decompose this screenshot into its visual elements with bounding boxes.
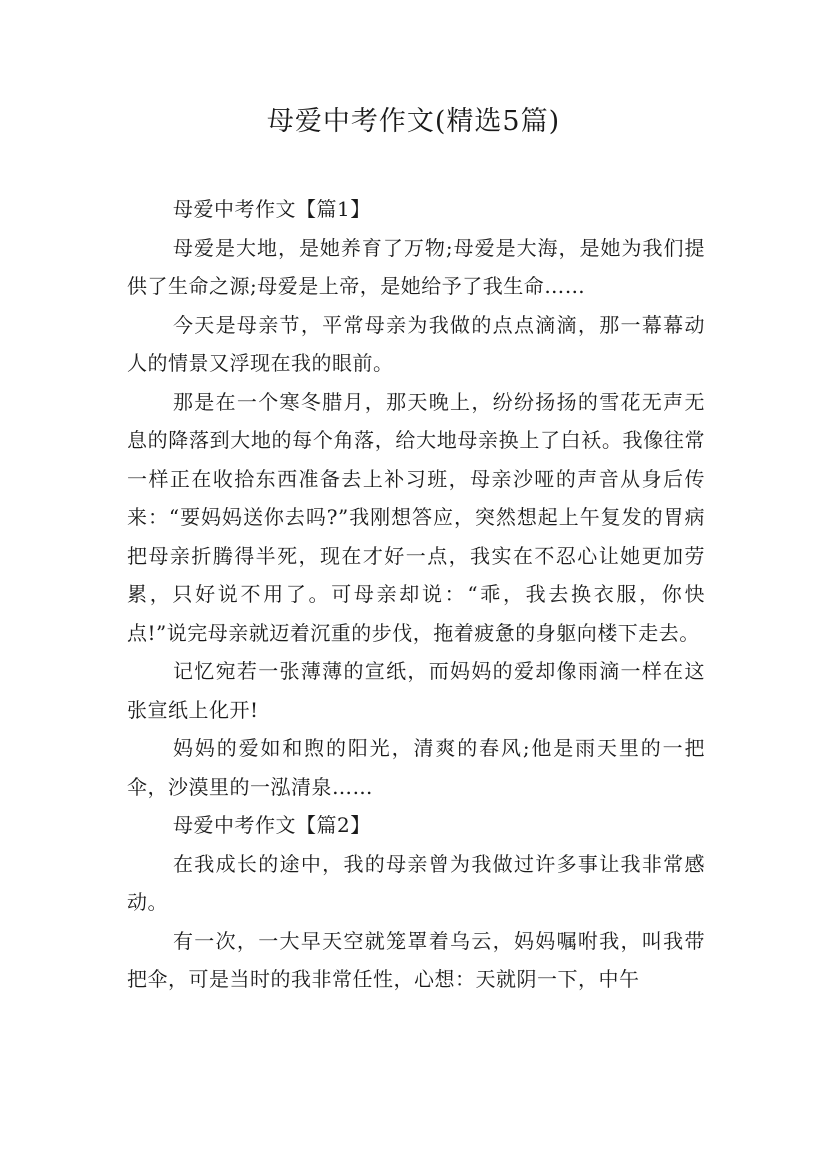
document-body (127, 190, 705, 999)
paragraph: 在我成长的途中，我的母亲曾为我做过许多事让我非常感动。 (127, 851, 705, 914)
document-title: 母爱中考作文(精选5篇) (266, 106, 561, 137)
paragraph: 记忆宛若一张薄薄的宣纸，而妈妈的爱却像雨滴一样在这张宣纸上化开! (127, 659, 705, 722)
paragraph: 母爱是大地，是她养育了万物;母爱是大海，是她为我们提供了生命之源;母爱是上帝，是她给予了我生命…… (127, 235, 705, 298)
paragraph: 那是在一个寒冬腊月，那天晚上，纷纷扬扬的雪花无声无息的降落到大地的每个角落，给大地母亲换上了白袄。我像往常一样正在收拾东西准备去上补习班，母亲沙哑的声音从身后传来：“要妈妈送你去吗?”我刚想答应，突然想起上午复发的胃病把母亲折腾得半死，现在才好一点，我实在不忍心让她更加劳累，只好说不用了。可母亲却说：“乖，我去换衣服，你快点!”说完母亲就迈着沉重的步伐，拖着疲惫的身躯向楼下走去。 (127, 389, 705, 645)
paragraph: 今天是母亲节，平常母亲为我做的点点滴滴，那一幕幕动人的情景又浮现在我的眼前。 (127, 312, 705, 375)
section-heading-2: 母爱中考作文【篇2】 (173, 813, 371, 837)
paragraph: 有一次，一大早天空就笼罩着乌云，妈妈嘱咐我，叫我带把伞，可是当时的我非常任性，心想：天就阴一下，中午 (127, 928, 705, 991)
section-heading-1: 母爱中考作文【篇1】 (173, 197, 371, 221)
paragraph: 妈妈的爱如和煦的阳光，清爽的春风;他是雨天里的一把伞，沙漠里的一泓清泉…… (127, 736, 705, 799)
